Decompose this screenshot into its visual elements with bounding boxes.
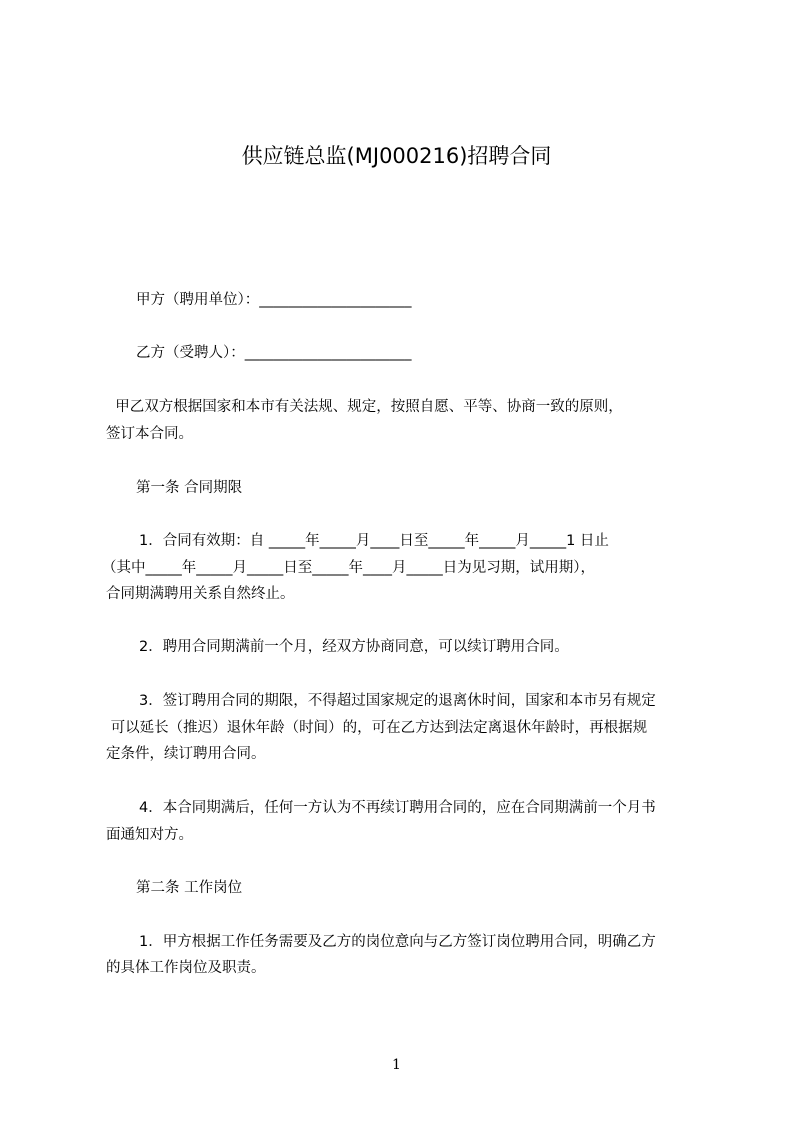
party-a-line: 甲方（聘用单位）：_____________________	[136, 292, 412, 308]
party-b-line: 乙方（受聘人）：_______________________	[136, 345, 412, 361]
page-number: 1	[392, 1057, 401, 1073]
preamble-line-2: 签订本合同。	[106, 426, 193, 442]
article-1-clause-2-line-1: 2．聘用合同期满前一个月，经双方协商同意，可以续订聘用合同。	[139, 639, 569, 655]
article-1-clause-1-line-3: 合同期满聘用关系自然终止。	[106, 586, 295, 602]
article-1-heading: 第一条 合同期限	[136, 480, 243, 496]
article-1-clause-3-line-1: 3．签订聘用合同的期限，不得超过国家规定的退离休时间，国家和本市另有规定	[139, 693, 656, 709]
article-2-clause-1-line-2: 的具体工作岗位及职责。	[106, 960, 266, 976]
article-1-clause-1-line-2: （其中_____年_____月_____日至_____年____月_____日为见习期，试用期），	[102, 560, 595, 576]
article-1-clause-3-line-2: 可以延长（推迟）退休年龄（时间）的，可在乙方达到法定离退休年龄时，再根据规	[106, 720, 648, 736]
article-2-clause-1-line-1: 1．甲方根据工作任务需要及乙方的岗位意向与乙方签订岗位聘用合同，明确乙方	[139, 934, 656, 950]
article-1-clause-1-line-1: 1．合同有效期：自 _____年_____月____日至_____年_____月_____1 日止	[139, 533, 609, 549]
preamble-line-1: 甲乙双方根据国家和本市有关法规、规定，按照自愿、平等、协商一致的原则，	[106, 399, 623, 415]
article-1-clause-3-line-3: 定条件，续订聘用合同。	[106, 746, 266, 762]
document-title: 供应链总监(MJ000216)招聘合同	[241, 144, 552, 168]
article-2-heading: 第二条 工作岗位	[136, 880, 243, 896]
article-1-clause-4-line-2: 面通知对方。	[106, 827, 193, 843]
article-1-clause-4-line-1: 4．本合同期满后，任何一方认为不再续订聘用合同的，应在合同期满前一个月书	[139, 800, 656, 816]
